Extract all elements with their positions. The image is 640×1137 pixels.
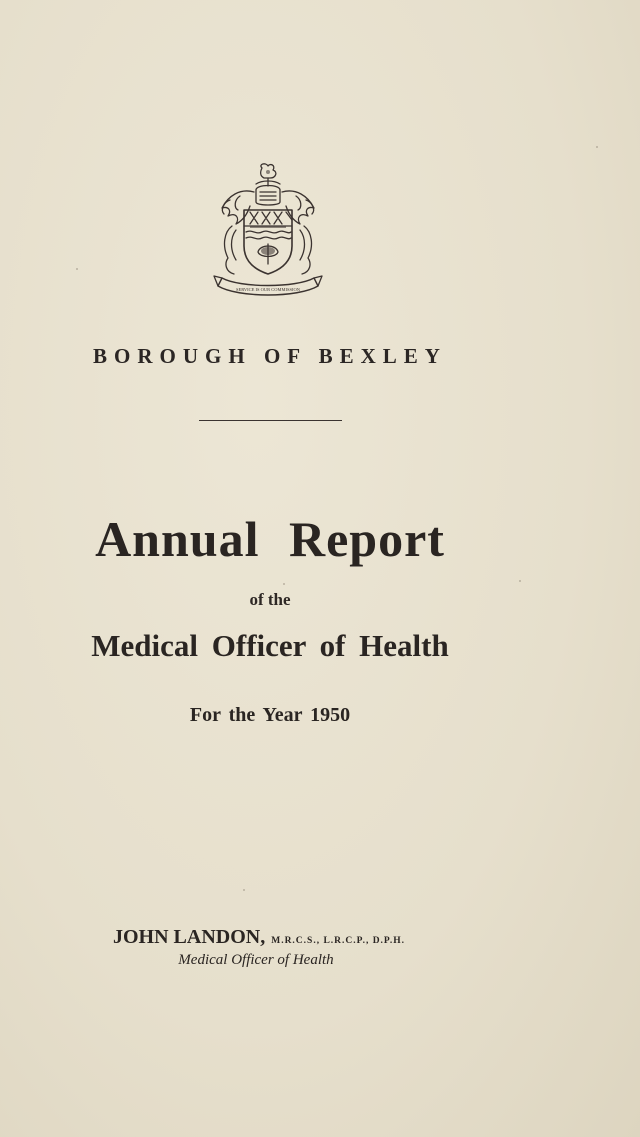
report-title: Annual Report <box>95 511 445 567</box>
author-name: JOHN LANDON, <box>113 926 266 948</box>
author-line <box>113 926 405 949</box>
paper-speck <box>243 889 245 891</box>
paper-speck <box>596 146 598 148</box>
report-subject: Medical Officer of Health <box>91 628 449 663</box>
crest-motto: SERVICE IS OUR COMMISSION <box>235 287 301 292</box>
report-period: For the Year 1950 <box>189 704 351 726</box>
title-connector: of the <box>249 590 291 609</box>
paper-speck <box>519 580 521 582</box>
divider-rule <box>199 420 342 421</box>
paper-speck <box>76 268 78 270</box>
coat-of-arms-icon <box>210 160 326 302</box>
author-qualifications: M.R.C.S., L.R.C.P., D.P.H. <box>271 936 405 946</box>
borough-name: BOROUGH OF BEXLEY <box>93 344 447 368</box>
author-role: Medical Officer of Health <box>178 952 334 968</box>
paper-speck <box>283 583 285 585</box>
